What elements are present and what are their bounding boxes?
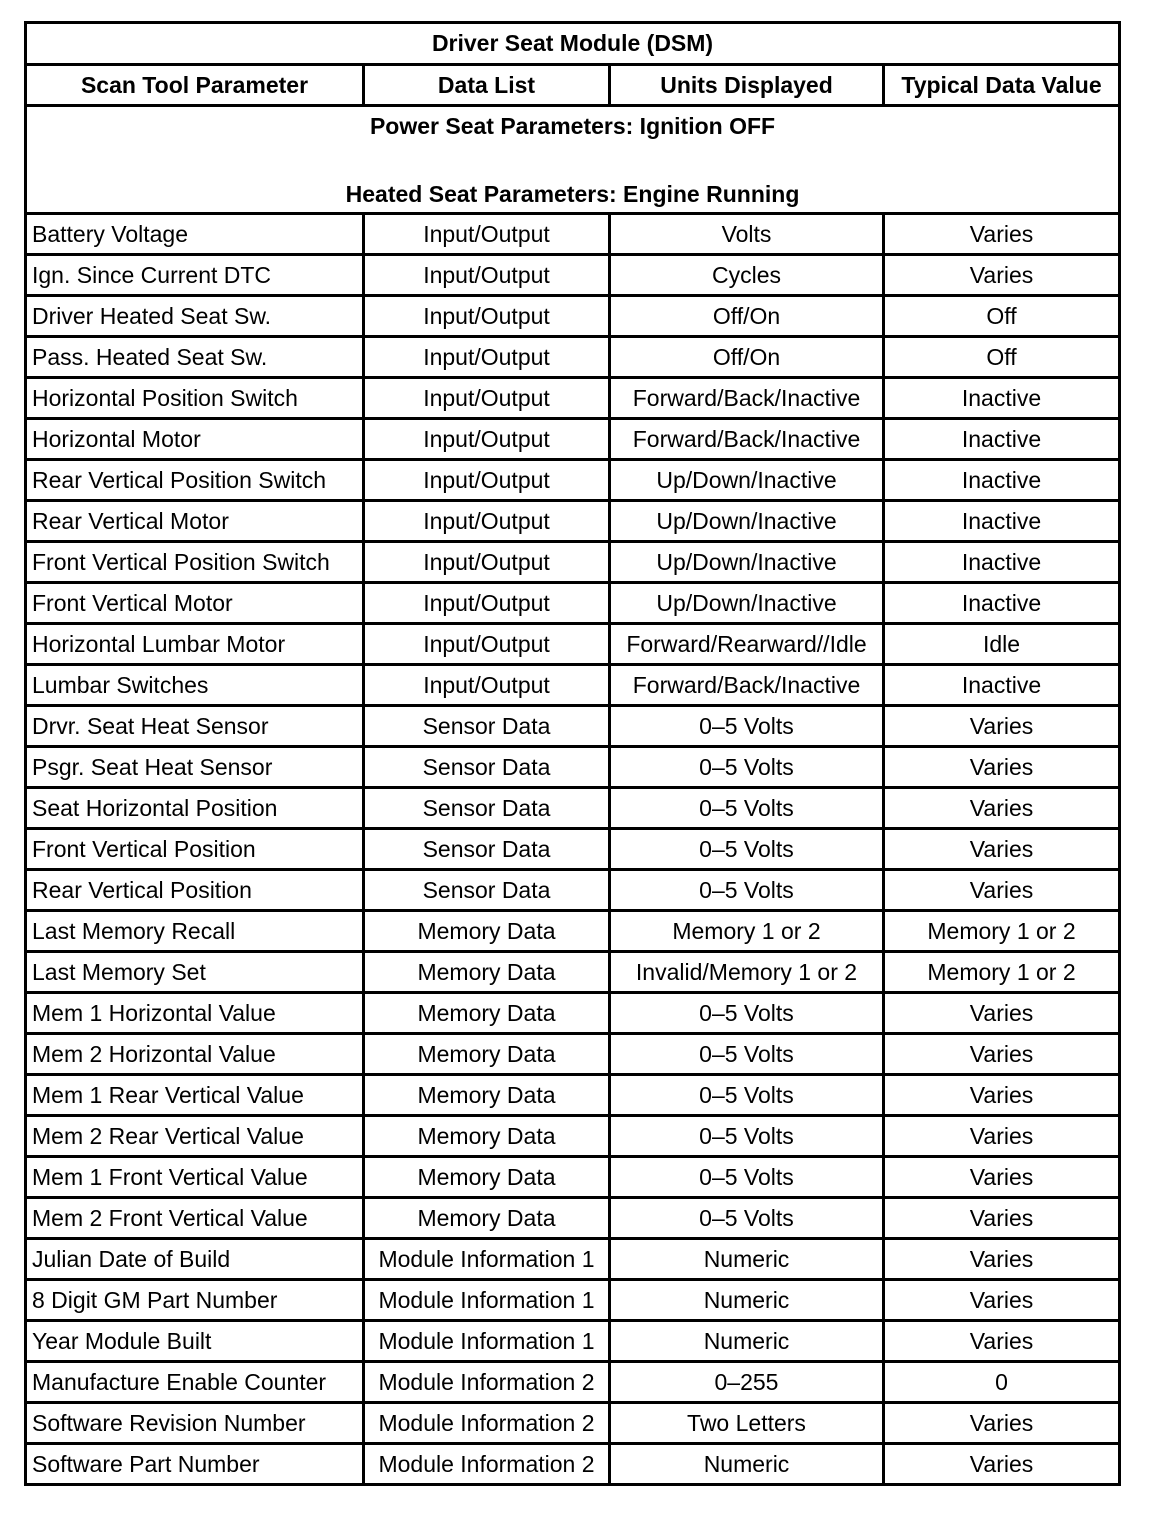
table-row [26, 665, 1120, 706]
cell-typical-value: Varies [884, 1116, 1120, 1157]
conditions-cell [26, 106, 1120, 214]
cell-data-list: Memory Data [364, 911, 610, 952]
cell-data-list: Input/Output [364, 296, 610, 337]
cell-parameter: Last Memory Set [26, 952, 364, 993]
cell-units: Forward/Back/Inactive [610, 665, 884, 706]
cell-data-list: Sensor Data [364, 706, 610, 747]
table-row [26, 1362, 1120, 1403]
table-row [26, 1034, 1120, 1075]
table-row [26, 1280, 1120, 1321]
cell-parameter: Rear Vertical Motor [26, 501, 364, 542]
cell-parameter: Mem 2 Front Vertical Value [26, 1198, 364, 1239]
cell-typical-value: Inactive [884, 378, 1120, 419]
cell-parameter: Horizontal Lumbar Motor [26, 624, 364, 665]
cell-units: 0–5 Volts [610, 747, 884, 788]
cell-data-list: Input/Output [364, 665, 610, 706]
cell-units: Numeric [610, 1280, 884, 1321]
cell-units: Numeric [610, 1444, 884, 1485]
cell-parameter: Lumbar Switches [26, 665, 364, 706]
cell-data-list: Sensor Data [364, 747, 610, 788]
cell-parameter: Rear Vertical Position [26, 870, 364, 911]
table-row [26, 1444, 1120, 1485]
cell-units: 0–5 Volts [610, 1116, 884, 1157]
table-row [26, 911, 1120, 952]
cell-data-list: Input/Output [364, 624, 610, 665]
cell-data-list: Input/Output [364, 255, 610, 296]
cell-data-list: Sensor Data [364, 870, 610, 911]
cell-typical-value: Varies [884, 214, 1120, 255]
cell-units: Volts [610, 214, 884, 255]
table-row [26, 296, 1120, 337]
cell-typical-value: Inactive [884, 542, 1120, 583]
cell-data-list: Input/Output [364, 501, 610, 542]
cell-parameter: Manufacture Enable Counter [26, 1362, 364, 1403]
cell-units: Up/Down/Inactive [610, 583, 884, 624]
cell-typical-value: 0 [884, 1362, 1120, 1403]
table-row [26, 1116, 1120, 1157]
cell-typical-value: Off [884, 337, 1120, 378]
cell-units: Two Letters [610, 1403, 884, 1444]
table-row [26, 460, 1120, 501]
cell-parameter: Mem 1 Front Vertical Value [26, 1157, 364, 1198]
dsm-data-table [24, 21, 1121, 1486]
cell-units: 0–5 Volts [610, 1034, 884, 1075]
cell-units: Forward/Back/Inactive [610, 419, 884, 460]
cell-typical-value: Varies [884, 1280, 1120, 1321]
cell-typical-value: Inactive [884, 665, 1120, 706]
cell-data-list: Input/Output [364, 460, 610, 501]
table-row [26, 993, 1120, 1034]
table-row [26, 419, 1120, 460]
cell-parameter: Pass. Heated Seat Sw. [26, 337, 364, 378]
cell-data-list: Input/Output [364, 583, 610, 624]
cell-typical-value: Idle [884, 624, 1120, 665]
cell-units: 0–5 Volts [610, 1198, 884, 1239]
cell-data-list: Input/Output [364, 419, 610, 460]
cell-typical-value: Varies [884, 829, 1120, 870]
table-row [26, 542, 1120, 583]
cell-units: 0–5 Volts [610, 788, 884, 829]
cell-typical-value: Varies [884, 1198, 1120, 1239]
cell-units: 0–5 Volts [610, 870, 884, 911]
table-row [26, 1403, 1120, 1444]
table-row [26, 214, 1120, 255]
cell-parameter: Ign. Since Current DTC [26, 255, 364, 296]
cell-typical-value: Varies [884, 1403, 1120, 1444]
condition-power-seat: Power Seat Parameters: Ignition OFF [369, 112, 776, 139]
cell-parameter: Psgr. Seat Heat Sensor [26, 747, 364, 788]
cell-parameter: Seat Horizontal Position [26, 788, 364, 829]
cell-units: 0–5 Volts [610, 993, 884, 1034]
cell-units: Cycles [610, 255, 884, 296]
conditions-row [26, 106, 1120, 214]
table-row [26, 624, 1120, 665]
cell-parameter: Mem 1 Rear Vertical Value [26, 1075, 364, 1116]
table-row [26, 501, 1120, 542]
table-row [26, 952, 1120, 993]
column-header-parameter: Scan Tool Parameter [26, 65, 364, 106]
cell-typical-value: Varies [884, 706, 1120, 747]
table-title-row [26, 23, 1120, 65]
cell-typical-value: Inactive [884, 460, 1120, 501]
cell-units: Invalid/Memory 1 or 2 [610, 952, 884, 993]
cell-parameter: 8 Digit GM Part Number [26, 1280, 364, 1321]
cell-units: 0–5 Volts [610, 1075, 884, 1116]
table-row [26, 788, 1120, 829]
cell-parameter: Mem 1 Horizontal Value [26, 993, 364, 1034]
cell-typical-value: Varies [884, 747, 1120, 788]
cell-data-list: Module Information 1 [364, 1239, 610, 1280]
cell-data-list: Input/Output [364, 542, 610, 583]
cell-units: Forward/Back/Inactive [610, 378, 884, 419]
table-row [26, 378, 1120, 419]
cell-typical-value: Varies [884, 1321, 1120, 1362]
table-row [26, 747, 1120, 788]
table-body [26, 106, 1120, 1485]
cell-units: Forward/Rearward//Idle [610, 624, 884, 665]
cell-typical-value: Off [884, 296, 1120, 337]
cell-typical-value: Varies [884, 1034, 1120, 1075]
cell-units: Memory 1 or 2 [610, 911, 884, 952]
cell-parameter: Driver Heated Seat Sw. [26, 296, 364, 337]
cell-data-list: Memory Data [364, 993, 610, 1034]
cell-units: Off/On [610, 337, 884, 378]
cell-typical-value: Varies [884, 1075, 1120, 1116]
cell-data-list: Sensor Data [364, 788, 610, 829]
column-header-data-list: Data List [364, 65, 610, 106]
table-row [26, 337, 1120, 378]
cell-parameter: Front Vertical Motor [26, 583, 364, 624]
cell-data-list: Memory Data [364, 1075, 610, 1116]
cell-typical-value: Varies [884, 788, 1120, 829]
cell-parameter: Battery Voltage [26, 214, 364, 255]
cell-data-list: Sensor Data [364, 829, 610, 870]
cell-parameter: Software Revision Number [26, 1403, 364, 1444]
table-row [26, 1157, 1120, 1198]
cell-parameter: Front Vertical Position [26, 829, 364, 870]
table-row [26, 1239, 1120, 1280]
condition-heated-seat: Heated Seat Parameters: Engine Running [345, 180, 800, 207]
cell-data-list: Module Information 1 [364, 1280, 610, 1321]
cell-units: Up/Down/Inactive [610, 542, 884, 583]
cell-typical-value: Memory 1 or 2 [884, 952, 1120, 993]
cell-units: Numeric [610, 1321, 884, 1362]
cell-units: Numeric [610, 1239, 884, 1280]
table-row [26, 583, 1120, 624]
column-header-typical-value: Typical Data Value [884, 65, 1120, 106]
cell-data-list: Memory Data [364, 1034, 610, 1075]
cell-data-list: Input/Output [364, 337, 610, 378]
column-header-row [26, 65, 1120, 106]
cell-data-list: Module Information 2 [364, 1444, 610, 1485]
table-row [26, 829, 1120, 870]
cell-parameter: Mem 2 Rear Vertical Value [26, 1116, 364, 1157]
cell-parameter: Horizontal Motor [26, 419, 364, 460]
cell-typical-value: Varies [884, 1239, 1120, 1280]
cell-data-list: Module Information 1 [364, 1321, 610, 1362]
cell-parameter: Julian Date of Build [26, 1239, 364, 1280]
cell-typical-value: Varies [884, 1157, 1120, 1198]
table-row [26, 255, 1120, 296]
cell-data-list: Input/Output [364, 214, 610, 255]
cell-typical-value: Inactive [884, 501, 1120, 542]
cell-data-list: Memory Data [364, 1116, 610, 1157]
cell-units: Up/Down/Inactive [610, 460, 884, 501]
cell-typical-value: Memory 1 or 2 [884, 911, 1120, 952]
cell-parameter: Front Vertical Position Switch [26, 542, 364, 583]
cell-parameter: Horizontal Position Switch [26, 378, 364, 419]
cell-parameter: Last Memory Recall [26, 911, 364, 952]
cell-data-list: Memory Data [364, 1157, 610, 1198]
cell-data-list: Module Information 2 [364, 1362, 610, 1403]
table-row [26, 1075, 1120, 1116]
cell-parameter: Mem 2 Horizontal Value [26, 1034, 364, 1075]
cell-units: 0–5 Volts [610, 1157, 884, 1198]
cell-parameter: Software Part Number [26, 1444, 364, 1485]
cell-data-list: Memory Data [364, 1198, 610, 1239]
table-row [26, 1198, 1120, 1239]
cell-typical-value: Inactive [884, 419, 1120, 460]
cell-units: 0–5 Volts [610, 706, 884, 747]
table-row [26, 706, 1120, 747]
cell-parameter: Rear Vertical Position Switch [26, 460, 364, 501]
cell-typical-value: Inactive [884, 583, 1120, 624]
cell-units: Up/Down/Inactive [610, 501, 884, 542]
cell-parameter: Year Module Built [26, 1321, 364, 1362]
cell-data-list: Module Information 2 [364, 1403, 610, 1444]
cell-data-list: Memory Data [364, 952, 610, 993]
cell-typical-value: Varies [884, 255, 1120, 296]
cell-parameter: Drvr. Seat Heat Sensor [26, 706, 364, 747]
cell-typical-value: Varies [884, 870, 1120, 911]
table-row [26, 870, 1120, 911]
cell-typical-value: Varies [884, 1444, 1120, 1485]
cell-units: 0–255 [610, 1362, 884, 1403]
cell-typical-value: Varies [884, 993, 1120, 1034]
table-row [26, 1321, 1120, 1362]
cell-units: 0–5 Volts [610, 829, 884, 870]
cell-data-list: Input/Output [364, 378, 610, 419]
cell-units: Off/On [610, 296, 884, 337]
column-header-units: Units Displayed [610, 65, 884, 106]
table-title: Driver Seat Module (DSM) [26, 23, 1120, 65]
